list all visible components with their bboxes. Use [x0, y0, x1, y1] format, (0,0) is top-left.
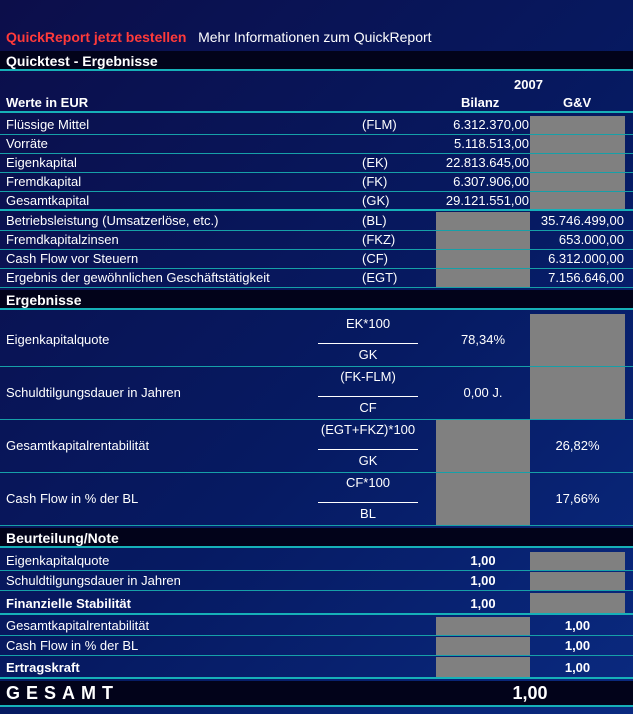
- rating-label: Eigenkapitalquote: [6, 553, 110, 568]
- rating-label: Gesamtkapitalrentabilität: [6, 618, 150, 633]
- ratio-label: Schuldtilgungsdauer in Jahren: [6, 385, 181, 400]
- row-label: Betriebsleistung (Umsatzerlöse, etc.): [6, 213, 219, 228]
- row-abbr: (GK): [362, 193, 390, 208]
- rating-row-fin-stabilitaet: [0, 593, 633, 615]
- table-row: [0, 231, 633, 250]
- rating-row-ekq: [0, 552, 633, 571]
- row-abbr: (EK): [362, 155, 388, 170]
- rating-label: Finanzielle Stabilität: [6, 596, 131, 611]
- table-row: [0, 269, 633, 288]
- guv-grade: 1,00: [564, 618, 591, 633]
- row-abbr: (BL): [362, 213, 387, 228]
- row-label: Vorräte: [6, 136, 48, 151]
- fraction-line: [318, 396, 418, 397]
- table-row: [0, 250, 633, 269]
- guv-grade: 1,00: [564, 638, 591, 653]
- bilanz-grade: 1,00: [470, 573, 496, 588]
- table-row: [0, 135, 633, 154]
- more-info-link[interactable]: Mehr Informationen zum QuickReport: [198, 29, 432, 45]
- col-bilanz-header: Bilanz: [461, 95, 500, 110]
- row-label: Flüssige Mittel: [6, 117, 90, 132]
- formula-denominator: GK: [358, 347, 378, 362]
- total-label: GESAMT: [6, 683, 120, 703]
- bilanz-value: 22.813.645,00: [445, 155, 529, 170]
- bilanz-grade: 1,00: [470, 553, 496, 568]
- guv-value: 6.312.000,00: [548, 251, 624, 266]
- guv-empty-cell: [530, 173, 625, 191]
- ratio-row-cfbl: [0, 473, 633, 526]
- table-row: [0, 116, 633, 135]
- rating-label: Ertragskraft: [6, 660, 80, 675]
- bilanz-empty-cell: [436, 637, 530, 655]
- guv-empty-cell: [530, 135, 625, 153]
- fraction-line: [318, 449, 418, 450]
- bilanz-value: 6.312.370,00: [453, 117, 529, 132]
- table-row: [0, 154, 633, 173]
- section-title-ergebnisse: Ergebnisse: [0, 290, 633, 310]
- fraction-line: [318, 343, 418, 344]
- row-label: Ergebnis der gewöhnlichen Geschäftstätigkeit: [6, 270, 270, 285]
- bilanz-value: 5.118.513,00: [454, 136, 529, 151]
- formula-numerator: EK*100: [345, 316, 391, 331]
- guv-value: 653.000,00: [558, 232, 624, 247]
- fraction-line: [318, 502, 418, 503]
- bilanz-empty-cell: [436, 420, 530, 472]
- guv-empty-cell: [530, 154, 625, 172]
- formula-numerator: (EGT+FKZ)*100: [320, 422, 416, 437]
- guv-empty-cell: [530, 552, 625, 570]
- guv-result: 17,66%: [555, 491, 600, 506]
- ratio-label: Gesamtkapitalrentabilität: [6, 438, 150, 453]
- bilanz-empty-cell: [436, 250, 530, 268]
- guv-value: 7.156.646,00: [548, 270, 624, 285]
- row-abbr: (FLM): [362, 117, 397, 132]
- ratio-label: Cash Flow in % der BL: [6, 491, 139, 506]
- row-label: Fremdkapital: [6, 174, 82, 189]
- bilanz-empty-cell: [436, 231, 530, 249]
- row-label: Gesamtkapital: [6, 193, 90, 208]
- guv-grade: 1,00: [564, 660, 591, 675]
- ratio-row-gkr: [0, 420, 633, 473]
- row-label: Fremdkapitalzinsen: [6, 232, 119, 247]
- col-guv-header: G&V: [563, 95, 592, 110]
- guv-empty-cell: [530, 314, 625, 366]
- table-row: [0, 212, 633, 231]
- year-label: 2007: [514, 77, 543, 92]
- row-label: Cash Flow vor Steuern: [6, 251, 139, 266]
- total-row: [0, 681, 633, 707]
- bilanz-empty-cell: [436, 473, 530, 525]
- row-abbr: (CF): [362, 251, 388, 266]
- guv-empty-cell: [530, 593, 625, 613]
- guv-result: 26,82%: [555, 438, 600, 453]
- ratio-label: Eigenkapitalquote: [6, 332, 110, 347]
- formula-numerator: CF*100: [345, 475, 391, 490]
- row-abbr: (FKZ): [362, 232, 396, 247]
- bilanz-result: 0,00 J.: [463, 385, 503, 400]
- guv-empty-cell: [530, 572, 625, 590]
- bilanz-empty-cell: [436, 657, 530, 677]
- rating-label: Schuldtilgungsdauer in Jahren: [6, 573, 181, 588]
- ratio-row-sdt: [0, 367, 633, 420]
- formula-denominator: CF: [359, 400, 377, 415]
- bilanz-result: 78,34%: [460, 332, 506, 347]
- row-label: Eigenkapital: [6, 155, 77, 170]
- guv-value: 35.746.499,00: [540, 213, 624, 228]
- bilanz-value: 29.121.551,00: [445, 193, 529, 208]
- ratio-row-ekq: [0, 314, 633, 367]
- unit-label: Werte in EUR: [6, 95, 89, 110]
- rating-row-gkr: [0, 617, 633, 636]
- section-title-quicktest: Quicktest - Ergebnisse: [0, 51, 633, 71]
- bilanz-empty-cell: [436, 212, 530, 230]
- top-links: [6, 29, 432, 47]
- header-underline: [0, 95, 633, 113]
- row-abbr: (EGT): [362, 270, 398, 285]
- formula-denominator: BL: [360, 506, 376, 521]
- section-title-beurteilung: Beurteilung/Note: [0, 528, 633, 548]
- guv-empty-cell: [530, 116, 625, 134]
- table-row: [0, 192, 633, 211]
- bilanz-grade: 1,00: [470, 596, 496, 611]
- formula-denominator: GK: [358, 453, 378, 468]
- row-abbr: (FK): [362, 174, 388, 189]
- formula-numerator: (FK-FLM): [340, 369, 396, 384]
- order-quickreport-link[interactable]: QuickReport jetzt bestellen: [6, 29, 187, 45]
- rating-label: Cash Flow in % der BL: [6, 638, 139, 653]
- rating-row-ertragskraft: [0, 657, 633, 679]
- total-value: 1,00: [512, 683, 548, 703]
- bilanz-empty-cell: [436, 269, 530, 287]
- bilanz-value: 6.307.906,00: [453, 174, 529, 189]
- rating-row-sdt: [0, 572, 633, 591]
- table-row: [0, 173, 633, 192]
- guv-empty-cell: [530, 367, 625, 419]
- guv-empty-cell: [530, 192, 625, 209]
- rating-row-cfbl: [0, 637, 633, 656]
- bilanz-empty-cell: [436, 617, 530, 635]
